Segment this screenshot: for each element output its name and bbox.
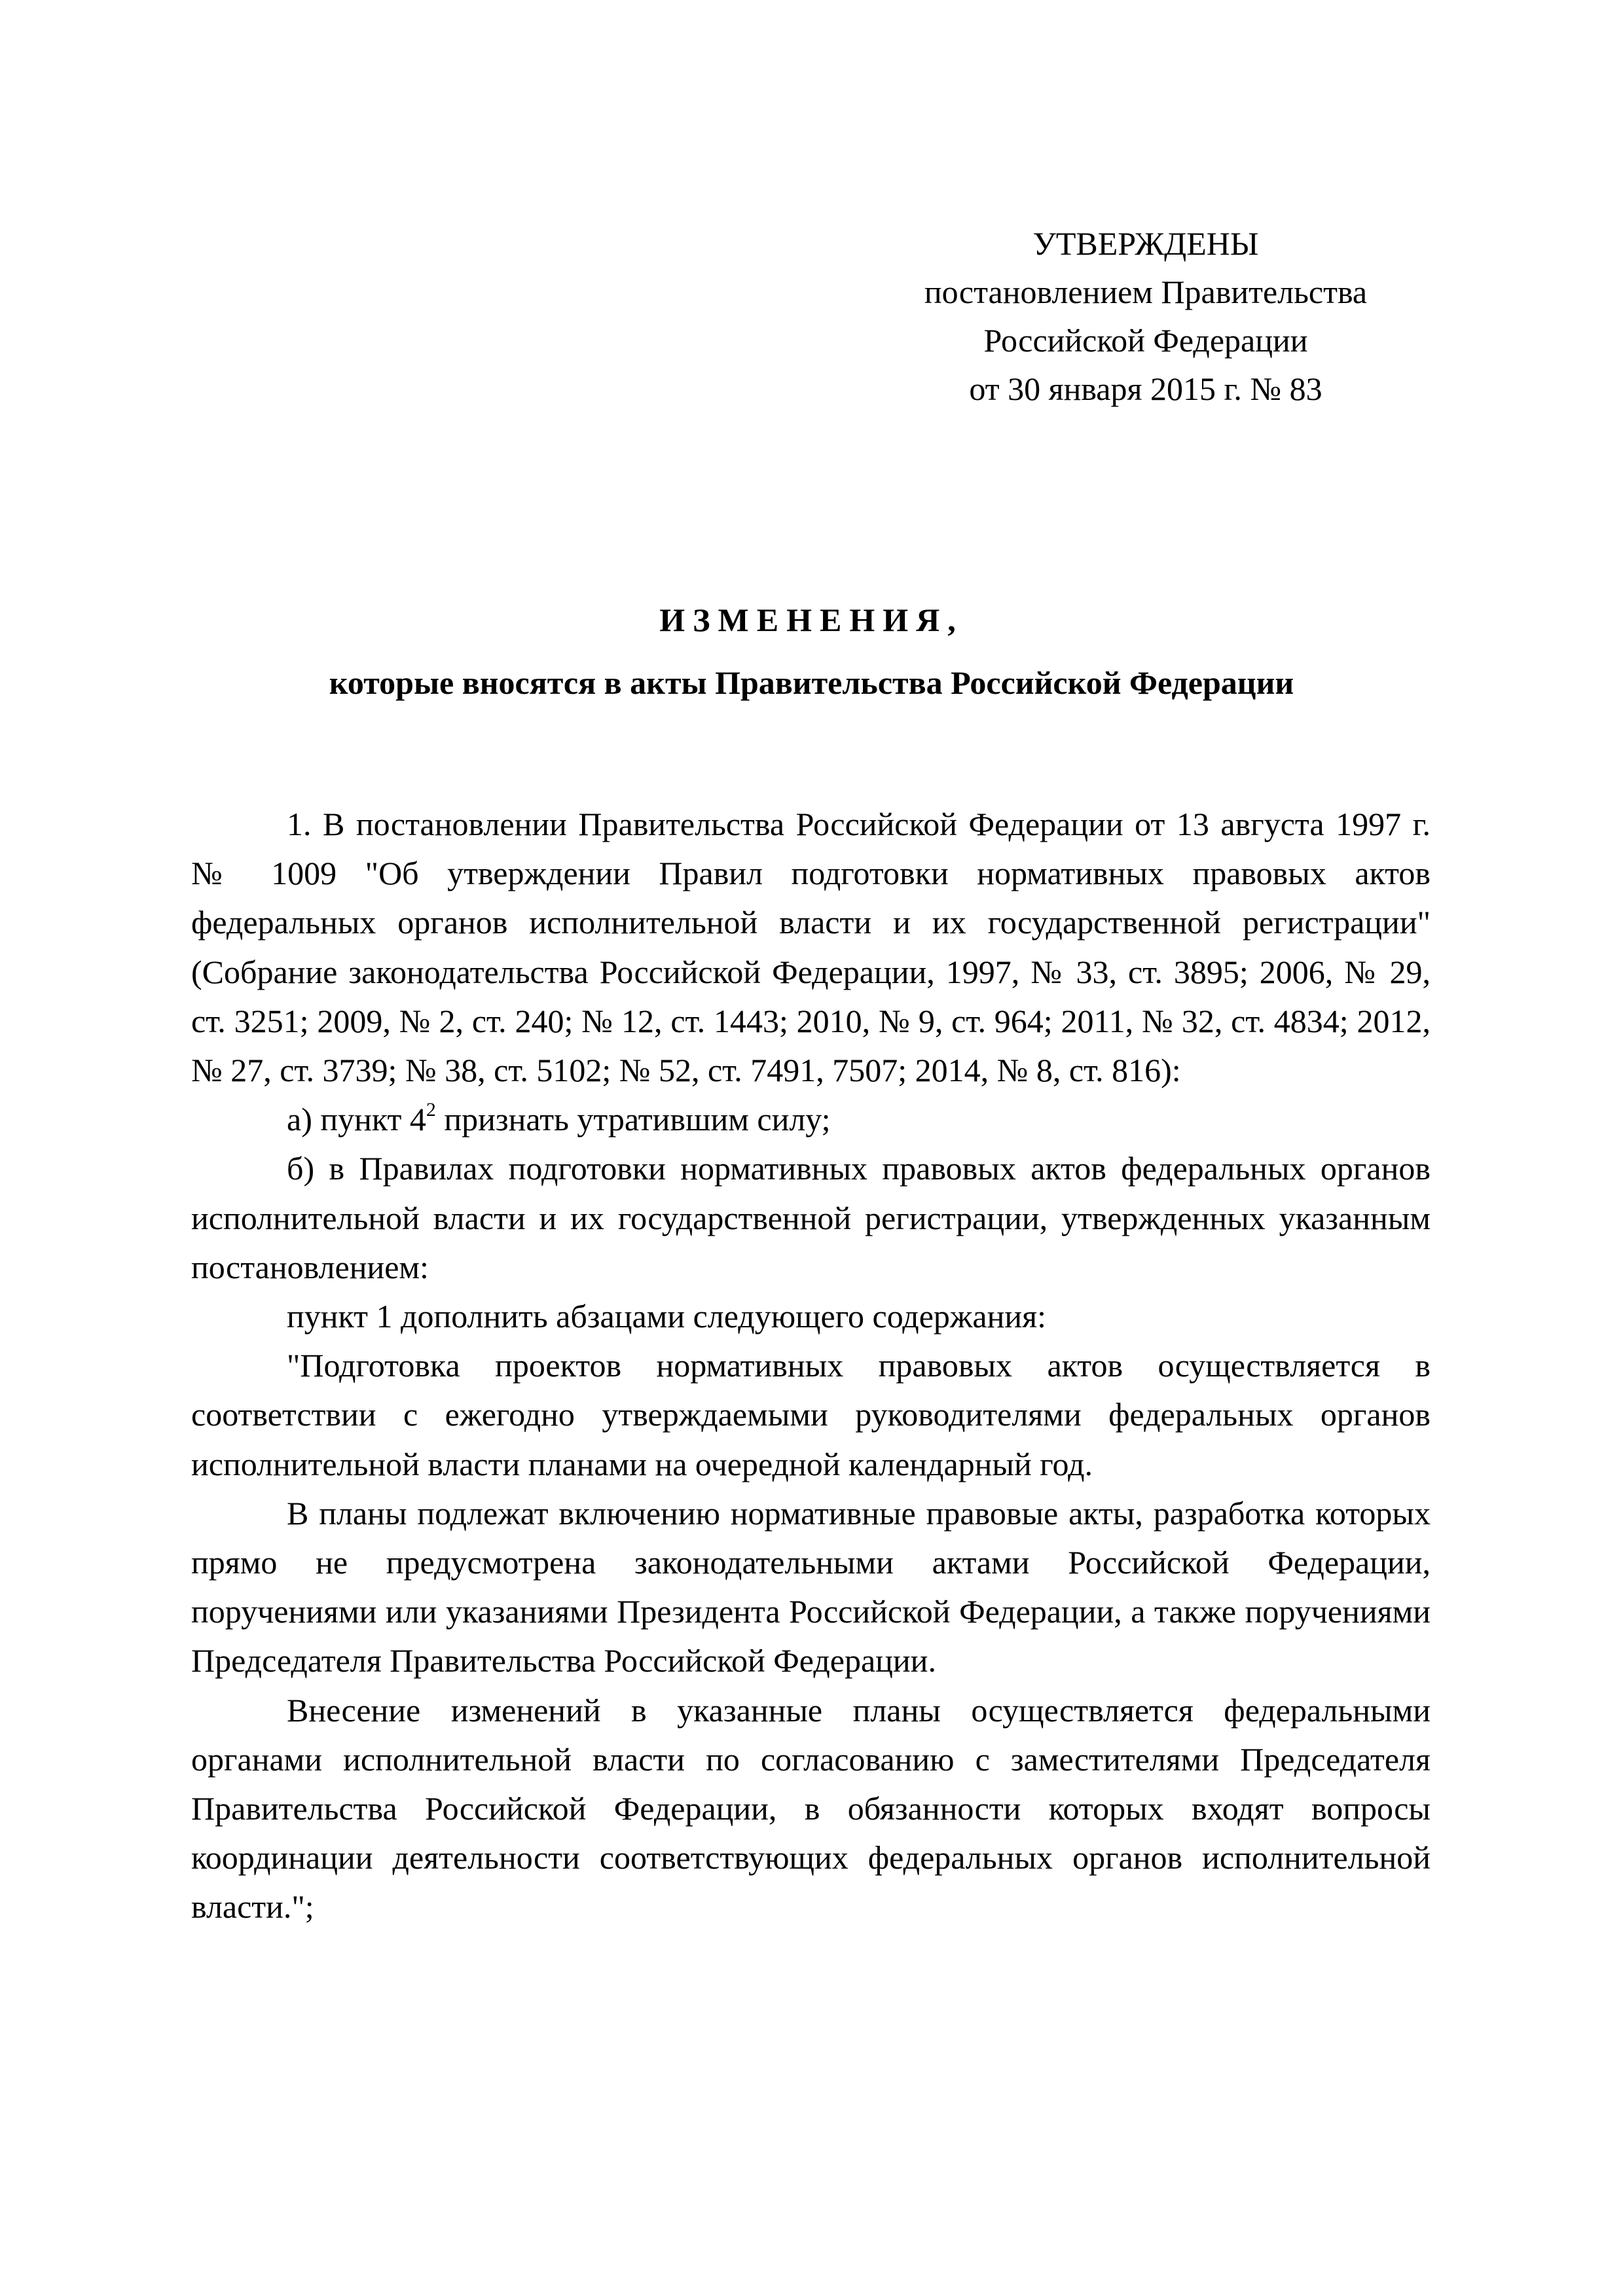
approval-line-country: Российской Федерации bbox=[983, 322, 1308, 359]
paragraph-2-start: а) пункт 4 bbox=[287, 1101, 426, 1138]
paragraph-2 bbox=[191, 1095, 1431, 1144]
approval-line-date: от 30 января 2015 г. № 83 bbox=[969, 370, 1322, 407]
paragraph-4: пункт 1 дополнить абзацами следующего содержания: bbox=[287, 1298, 1047, 1335]
approval-stamp-block bbox=[825, 219, 1467, 413]
paragraph-1: 1. В постановлении Правительства Российской Федерации от 13 августа 1997 г. № 1009 "Об утверждении Правил подготовки нормативных правовых актов федеральных органов исполнительной власти и их государственной регистрации" (Собрание законодательства Российской Федерации, 1997, № 33, ст. 3895; 2006, № 29, ст. 3251; 2009, № 2, ст. 240; № 12, ст. 1443; 2010, № 9, ст. 964; 2011, № 32, ст. 4834; 2012, № 27, ст. 3739; № 38, ст. 5102; № 52, ст. 7491, 7507; 2014, № 8, ст. 816): bbox=[191, 806, 1431, 1089]
document-body bbox=[191, 800, 1431, 1932]
approval-line-authority: постановлением Правительства bbox=[924, 274, 1368, 310]
approval-heading: УТВЕРЖДЕНЫ bbox=[1032, 225, 1259, 262]
paragraph-2-superscript: 2 bbox=[426, 1099, 436, 1121]
paragraph-6: В планы подлежат включению нормативные правовые акты, разработка которых прямо не предусмотрена законодательными актами Российской Федерации, поручениями или указаниями Президента Российской Федерации, а также поручениями Председателя Правительства Российской Федерации. bbox=[191, 1494, 1431, 1679]
document-title: ИЗМЕНЕНИЯ, bbox=[659, 601, 964, 638]
paragraph-2-end: признать утратившим силу; bbox=[435, 1101, 831, 1138]
paragraph-3: б) в Правилах подготовки нормативных правовых актов федеральных органов исполнительной власти и их государственной регистрации, утвержденных указанным постановлением: bbox=[191, 1150, 1431, 1285]
paragraph-5: "Подготовка проектов нормативных правовых актов осуществляется в соответствии с ежегодно утверждаемыми руководителями федеральных органов исполнительной власти планами на очередной календарный год. bbox=[191, 1347, 1431, 1482]
paragraph-7: Внесение изменений в указанные планы осуществляется федеральными органами исполнительной власти по согласованию с заместителями Председателя Правительства Российской Федерации, в обязанности которых входят вопросы координации деятельности соответствующих федеральных органов исполнительной власти."; bbox=[191, 1691, 1431, 1926]
document-subtitle: которые вносятся в акты Правительства Российской Федерации bbox=[329, 664, 1294, 701]
